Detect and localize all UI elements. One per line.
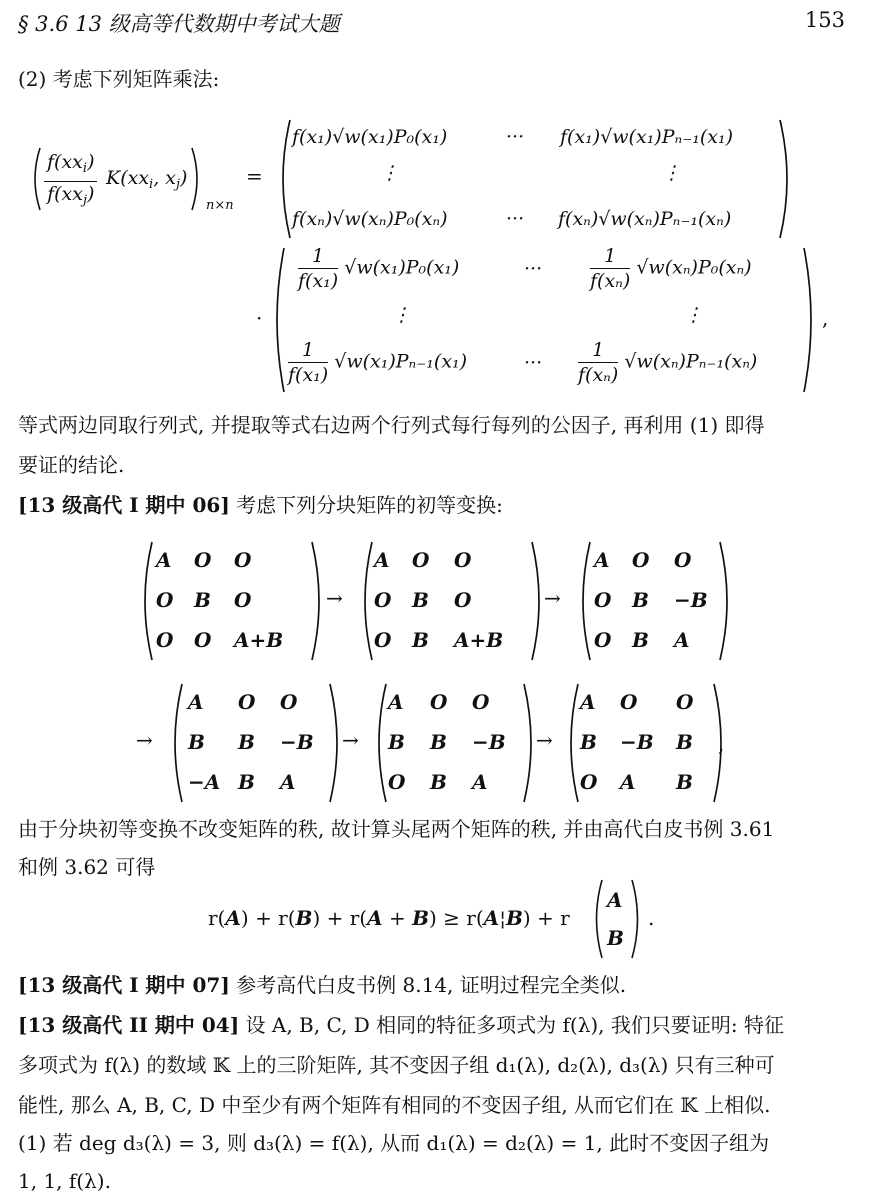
row2-matrix-2-cell-r3c1: O — [388, 770, 406, 794]
row2-matrix-3-cell-r2c1: B — [580, 730, 597, 754]
page-number: 153 — [804, 8, 845, 32]
row2-matrix-3-cell-r2c2: −B — [620, 730, 654, 754]
matB-right-paren — [802, 246, 818, 394]
row2-matrix-2-cell-r3c3: A — [472, 770, 488, 794]
row1-matrix-2-cell-r2c2: B — [412, 588, 429, 612]
matB-rnc1: $\frac{1}{\text{f(x₁)}}$ √w(x₁)Pₙ₋₁(x₁) — [288, 339, 468, 386]
row2-matrix-1-cell-r2c3: −B — [280, 730, 314, 754]
row2-matrix-2-cell-r1c2: O — [430, 690, 448, 714]
problem-06-label: [13 级高代 I 期中 06] — [18, 493, 230, 517]
row1-matrix-2-cell-r1c2: O — [412, 548, 430, 572]
dot-operator: · — [256, 306, 263, 330]
row1-matrix-3-cell-r3c1: O — [594, 628, 612, 652]
problem-06-intro: [13 级高代 I 期中 06] 考虑下列分块矩阵的初等变换: — [18, 493, 503, 517]
row1-matrix-3-cell-r3c3: A — [674, 628, 690, 652]
para1-line2: 要证的结论. — [18, 453, 125, 477]
problem-04-line1: [13 级高代 II 期中 04] 设 A, B, C, D 相同的特征多项式为 f(λ), 我们只要证明: 特征 — [18, 1013, 784, 1037]
matB-r1c1: $\frac{1}{\text{f(x₁)}}$ √w(x₁)P₀(x₁) — [298, 245, 460, 292]
row2-matrix-2-cell-r2c1: B — [388, 730, 405, 754]
row2-matrix-2-cell-r3c2: B — [430, 770, 447, 794]
comma: , — [822, 306, 829, 330]
row2-matrix-1-cell-r1c2: O — [238, 690, 256, 714]
row2-matrix-3-cell-r3c1: O — [580, 770, 598, 794]
row1-matrix-2-cell-r1c3: O — [454, 548, 472, 572]
rank-stack-left-paren — [590, 878, 604, 960]
matB-r1cn: $\frac{1}{\text{f(xₙ)}}$ √w(xₙ)P₀(xₙ) — [590, 245, 752, 292]
row2-matrix-2-left-paren — [372, 682, 388, 804]
row1-matrix-1-cell-r2c2: B — [194, 588, 211, 612]
problem-07-label: [13 级高代 I 期中 07] — [18, 973, 230, 997]
row1-matrix-1-cell-r3c2: O — [194, 628, 212, 652]
para2-line2: 和例 3.62 可得 — [18, 855, 156, 879]
equals-sign: = — [246, 164, 263, 188]
row1-matrix-3-left-paren — [576, 540, 592, 662]
row1-matrix-1-left-paren — [138, 540, 154, 662]
problem-04-line2: 多项式为 f(λ) 的数域 𝕂 上的三阶矩阵, 其不变因子组 d₁(λ), d₂(λ), d₃(λ) 只有三种可 — [18, 1053, 775, 1077]
row1-matrix-1-cell-r3c1: O — [156, 628, 174, 652]
row1-matrix-3-cell-r1c1: A — [594, 548, 610, 572]
row1-matrix-1-cell-r3c3: A+B — [234, 628, 284, 652]
matA-vdots-n: ⋮ — [662, 162, 681, 184]
row2-matrix-3-cell-r1c1: A — [580, 690, 596, 714]
matA-rncn: f(xₙ)√w(xₙ)Pₙ₋₁(xₙ) — [558, 208, 732, 230]
row1-matrix-3-cell-r2c3: −B — [674, 588, 708, 612]
row1-matrix-3-cell-r2c2: B — [632, 588, 649, 612]
row1-matrix-3-cell-r1c2: O — [632, 548, 650, 572]
row1-matrix-1-cell-r2c1: O — [156, 588, 174, 612]
row2-matrix-1-cell-r1c3: O — [280, 690, 298, 714]
row1-arrow-2: → — [544, 586, 561, 610]
row1-matrix-1-cell-r1c3: O — [234, 548, 252, 572]
matA-r1-dots: ··· — [506, 126, 525, 148]
matB-left-paren — [270, 246, 286, 394]
row1-matrix-3-cell-r2c1: O — [594, 588, 612, 612]
row2-matrix-3-cell-r1c2: O — [620, 690, 638, 714]
matB-vdots-1: ⋮ — [392, 304, 411, 326]
rank-stack-right-paren — [630, 878, 644, 960]
matB-rn-dots: ··· — [524, 352, 543, 374]
matA-rnc1: f(xₙ)√w(xₙ)P₀(xₙ) — [292, 208, 448, 230]
problem-04-line5: 1, 1, f(λ). — [18, 1169, 111, 1193]
row2-arrow-1: → — [136, 728, 153, 752]
row2-matrix-2-cell-r2c3: −B — [472, 730, 506, 754]
row1-matrix-2-cell-r2c3: O — [454, 588, 472, 612]
row1-matrix-2-left-paren — [358, 540, 374, 662]
section-title: § 3.6 13 级高等代数期中考试大题 — [18, 12, 340, 36]
rank-stack-top: A — [607, 888, 623, 912]
row2-matrix-1-cell-r2c2: B — [238, 730, 255, 754]
row1-matrix-2-cell-r1c1: A — [374, 548, 390, 572]
row1-matrix-2-cell-r2c1: O — [374, 588, 392, 612]
row2-matrix-2-cell-r1c1: A — [388, 690, 404, 714]
row2-arrow-2: → — [342, 728, 359, 752]
row2-matrix-3-cell-r1c3: O — [676, 690, 694, 714]
para1-line1: 等式两边同取行列式, 并提取等式右边两个行列式每行每列的公因子, 再利用 (1) 即得 — [18, 413, 765, 437]
row2-matrix-2-cell-r2c2: B — [430, 730, 447, 754]
row2-arrow-3: → — [536, 728, 553, 752]
row2-comma: , — [718, 732, 725, 756]
row1-matrix-2-cell-r3c2: B — [412, 628, 429, 652]
row2-matrix-1-left-paren — [168, 682, 184, 804]
row1-matrix-2-cell-r3c3: A+B — [454, 628, 504, 652]
row1-matrix-3-cell-r3c2: B — [632, 628, 649, 652]
intro-line: (2) 考虑下列矩阵乘法: — [18, 67, 220, 91]
row2-matrix-1-cell-r3c2: B — [238, 770, 255, 794]
matB-vdots-n: ⋮ — [684, 304, 703, 326]
matB-r1-dots: ··· — [524, 258, 543, 280]
lhs-subscript: n×n — [206, 198, 234, 213]
rank-inequality: r(A) + r(B) + r(A + B) ≥ r(A¦B) + r — [208, 906, 570, 930]
row1-matrix-1-right-paren — [310, 540, 326, 662]
lhs-fraction: $\frac{f(xx_i)}{f(xx_j)}$ — [44, 150, 97, 213]
row1-matrix-3-cell-r1c3: O — [674, 548, 692, 572]
problem-07: [13 级高代 I 期中 07] 参考高代白皮书例 8.14, 证明过程完全类似. — [18, 973, 627, 997]
problem-04-label: [13 级高代 II 期中 04] — [18, 1013, 240, 1037]
rank-period: . — [648, 906, 655, 930]
lhs-kernel: $K(xx_i$, $x_j$) — [106, 167, 188, 192]
matA-right-paren — [778, 118, 794, 240]
problem-04-line4: (1) 若 deg d₃(λ) = 3, 则 d₃(λ) = f(λ), 从而 d₁(λ) = d₂(λ) = 1, 此时不变因子组为 — [18, 1131, 770, 1155]
matA-r1cn: f(x₁)√w(x₁)Pₙ₋₁(x₁) — [560, 126, 734, 148]
row1-matrix-1-cell-r2c3: O — [234, 588, 252, 612]
lhs-right-paren — [190, 146, 204, 212]
matA-vdots-1: ⋮ — [380, 162, 399, 184]
para2-line1: 由于分块初等变换不改变矩阵的秩, 故计算头尾两个矩阵的秩, 并由高代白皮书例 3.61 — [18, 817, 775, 841]
matB-rncn: $\frac{1}{\text{f(xₙ)}}$ √w(xₙ)Pₙ₋₁(xₙ) — [578, 339, 758, 386]
lhs-left-paren — [28, 146, 42, 212]
matA-left-paren — [276, 118, 292, 240]
row1-matrix-3-right-paren — [718, 540, 734, 662]
row2-matrix-2-cell-r1c3: O — [472, 690, 490, 714]
row1-matrix-1-cell-r1c2: O — [194, 548, 212, 572]
row2-matrix-1-cell-r3c3: A — [280, 770, 296, 794]
problem-04-line3: 能性, 那么 A, B, C, D 中至少有两个矩阵有相同的不变因子组, 从而它们在 𝕂 上相似. — [18, 1093, 771, 1117]
row2-matrix-3-cell-r2c3: B — [676, 730, 693, 754]
row1-matrix-1-cell-r1c1: A — [156, 548, 172, 572]
row2-matrix-3-cell-r3c2: A — [620, 770, 636, 794]
row1-arrow-1: → — [326, 586, 343, 610]
row2-matrix-3-left-paren — [564, 682, 580, 804]
row1-matrix-2-cell-r3c1: O — [374, 628, 392, 652]
row2-matrix-1-cell-r2c1: B — [188, 730, 205, 754]
rank-stack-bottom: B — [607, 926, 624, 950]
row2-matrix-3-cell-r3c3: B — [676, 770, 693, 794]
row2-matrix-1-cell-r3c1: −A — [188, 770, 221, 794]
matA-rn-dots: ··· — [506, 208, 525, 230]
matA-r1c1: f(x₁)√w(x₁)P₀(x₁) — [292, 126, 448, 148]
row2-matrix-1-cell-r1c1: A — [188, 690, 204, 714]
running-header — [18, 8, 845, 38]
